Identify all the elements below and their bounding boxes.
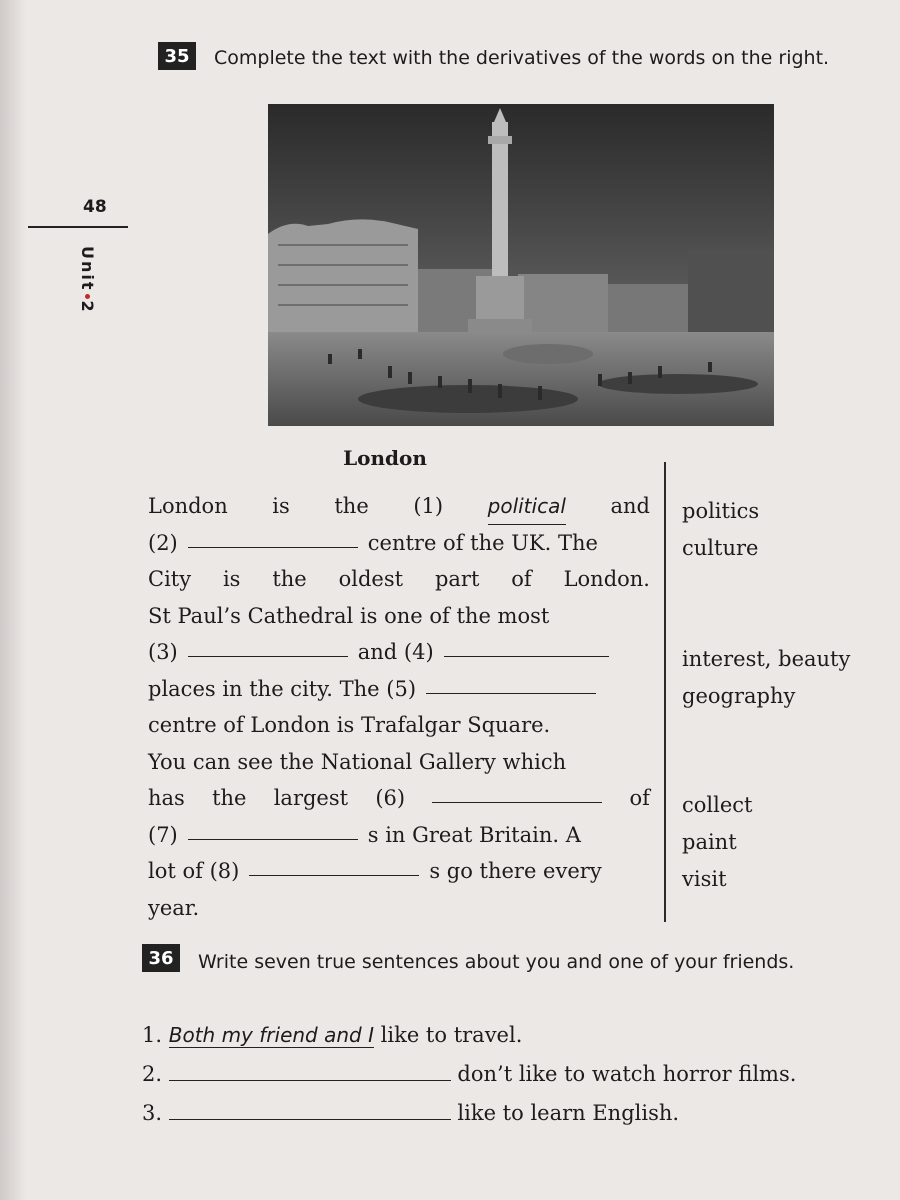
passage-word: and (610, 494, 650, 518)
passage-word: the (212, 786, 247, 810)
exercise-35-instruction: Complete the text with the derivatives of the words on the right. (214, 47, 830, 69)
passage-text: s go there every (429, 859, 602, 883)
passage-line (148, 634, 650, 671)
passage-word: oldest (338, 567, 404, 591)
sentence-number: 2. (142, 1062, 163, 1086)
passage-text: St Paul’s Cathedral is one of the most (148, 603, 550, 628)
passage-line (148, 707, 650, 744)
passage-word: (3) (148, 640, 178, 664)
answer-blank-3[interactable] (188, 634, 348, 657)
unit-label (78, 246, 97, 314)
sentence-number: 1. (142, 1023, 163, 1047)
passage-line (148, 817, 650, 854)
word-prompt-2: culture (682, 536, 759, 560)
sentence-blank-2[interactable] (169, 1058, 451, 1081)
answer-blank-5[interactable] (426, 671, 596, 694)
sentence-row (142, 1016, 796, 1055)
sentence-number: 3. (142, 1101, 163, 1125)
word-prompt-6: collect (682, 793, 753, 817)
word-prompt-8: visit (682, 867, 727, 891)
passage-word: London. (563, 567, 650, 591)
passage-word: has (148, 786, 185, 810)
passage-word: the (272, 567, 307, 591)
unit-dot-icon (85, 294, 90, 299)
passage-text: You can see the National Gallery which (148, 749, 567, 774)
passage-line (148, 561, 650, 598)
word-prompt-5: geography (682, 684, 796, 708)
page-gutter-shadow (0, 0, 26, 1200)
passage-line (148, 744, 650, 781)
answer-blank-7[interactable] (188, 817, 358, 840)
passage-word: (7) (148, 822, 178, 847)
word-prompt-7: paint (682, 830, 737, 854)
sentence-row (142, 1055, 796, 1094)
passage-line (148, 853, 650, 890)
passage-text: and (4) (357, 640, 434, 664)
exercise-36-number: 36 (142, 944, 180, 972)
passage-title: London (343, 446, 427, 470)
passage-word: of (629, 786, 650, 810)
passage-line (148, 488, 650, 525)
answer-blank-6[interactable] (432, 780, 602, 803)
passage-word: London (148, 494, 228, 518)
exercise-35-number: 35 (158, 42, 196, 70)
sentence-list (142, 1016, 796, 1133)
unit-label-text: Unit (78, 246, 97, 292)
word-prompt-1: politics (682, 499, 760, 523)
passage-text: s in Great Britain. A (367, 822, 581, 847)
passage-word: is (222, 567, 241, 591)
exercise-36-instruction: Write seven true sentences about you and one of your friends. (198, 951, 795, 973)
passage-word: part (434, 567, 480, 591)
answer-1-handwritten: political (488, 488, 566, 525)
column-divider (664, 462, 666, 922)
sentence-text: like to travel. (380, 1023, 523, 1047)
passage-word: the (334, 494, 369, 518)
passage-line (148, 890, 650, 927)
passage-line (148, 598, 650, 635)
passage (148, 488, 650, 926)
passage-text: centre of London is Trafalgar Square. (148, 713, 551, 737)
passage-text: places in the city. The (5) (148, 676, 417, 701)
passage-word: is (272, 494, 290, 518)
passage-line (148, 525, 650, 562)
passage-text: year. (148, 895, 200, 920)
passage-line (148, 671, 650, 708)
answer-blank-2[interactable] (188, 525, 358, 548)
passage-word: City (148, 567, 192, 591)
sentence-row (142, 1094, 796, 1133)
sentence-text: don’t like to watch horror films. (457, 1062, 797, 1086)
answer-blank-8[interactable] (249, 853, 419, 876)
passage-word: (6) (375, 786, 406, 810)
sentence-text: like to learn English. (457, 1101, 680, 1125)
sentence-blank-3[interactable] (169, 1097, 451, 1120)
passage-line (148, 780, 650, 817)
passage-text: lot of (8) (148, 859, 240, 883)
answer-blank-4[interactable] (444, 634, 609, 657)
unit-number: 2 (78, 300, 97, 314)
passage-word: (1) (413, 494, 444, 518)
sentence-1-handwritten: Both my friend and I (168, 1023, 374, 1047)
trafalgar-square-photo (268, 104, 774, 426)
word-prompt-3-4: interest, beauty (682, 647, 851, 671)
passage-word: (2) (148, 530, 178, 555)
passage-word: largest (273, 786, 349, 810)
passage-word: of (511, 567, 532, 591)
passage-text: centre of the UK. The (367, 530, 598, 555)
page-number: 48 (83, 197, 107, 217)
margin-rule (28, 226, 128, 228)
